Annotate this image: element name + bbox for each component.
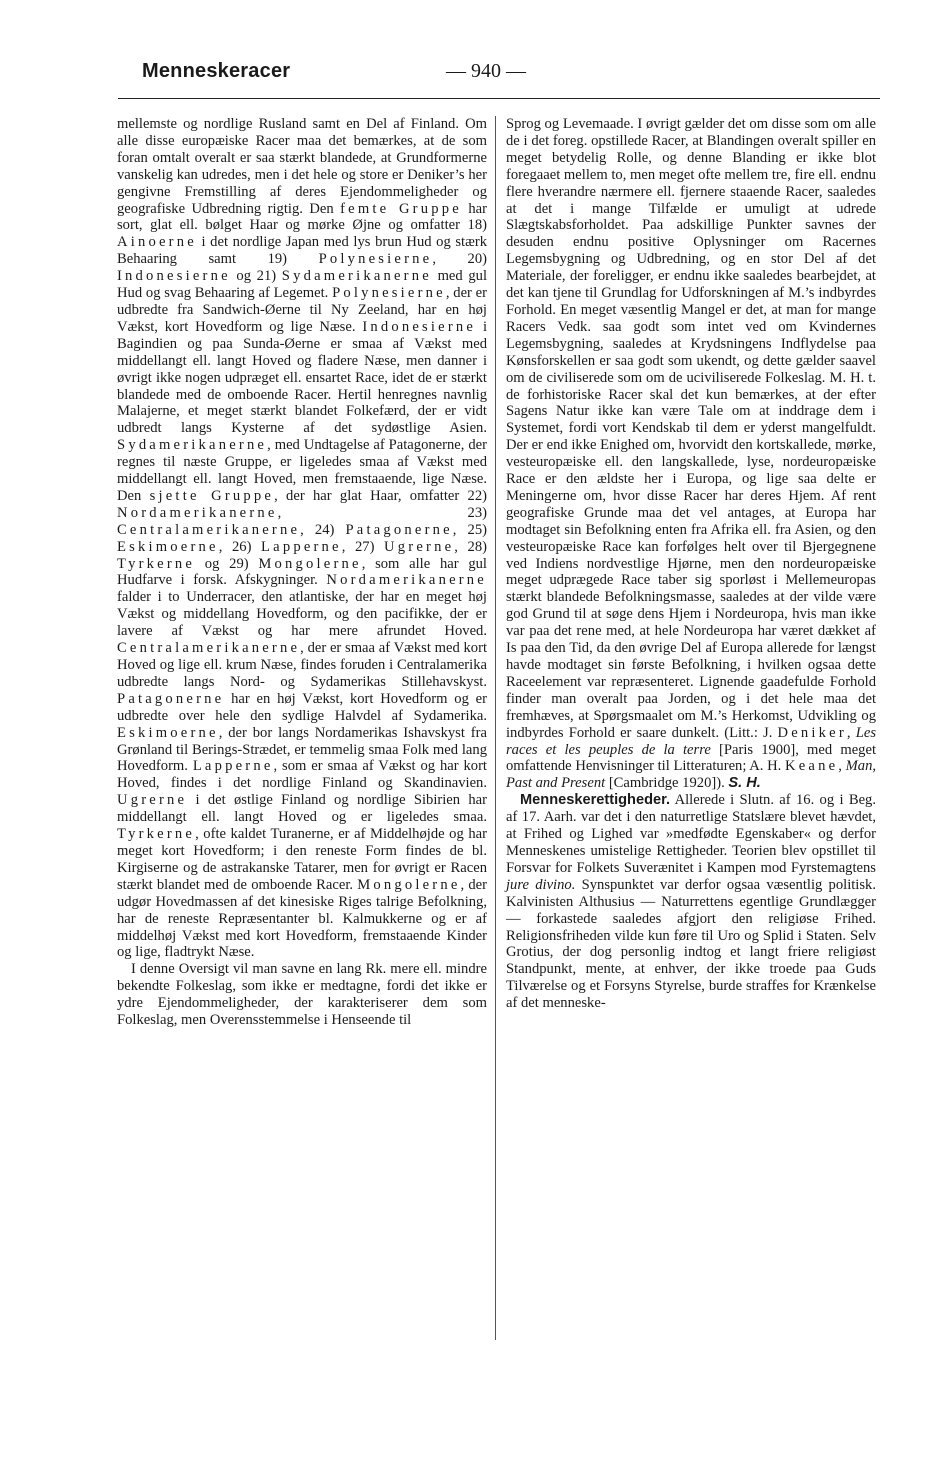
left-paragraph-2: I denne Oversigt vil man savne en lang Rk. mere ell. mindre bekendte Folkeslag, som ikke er medtagne, fordi det ikke er ydre Ejendommeligheder, der karakteriserer dem som Folkeslag, men Overensstemmelse i Henseende til — [117, 961, 487, 1029]
entry-heading: Menneskerettigheder. — [520, 792, 671, 809]
page-number: — 940 — — [446, 60, 526, 82]
column-divider — [495, 116, 496, 1340]
header-rule — [118, 98, 880, 99]
right-paragraph-1: Sprog og Levemaade. I øvrigt gælder det om disse som om alle de i det foreg. opstillede Racer, at Blandingen overalt spiller en meget betydelig Rolle, og denne Blanding er ikke blot foregaaet mellem to, men meget ofte mellem tre, fire ell. endnu flere hverandre nærmere ell. fjernere staaende Racer, saaledes at det i mange Tilfælde er umuligt at udrede Slægtskabsforholdet. Paa adskillige Punkter savnes der desuden endnu positive Oplysninger om Racernes Legemsbygning og Udbredning, og en stor Del af det Materiale, der foreligger, er endnu ikke saaledes bearbejdet, at det kan tjene til Grundlag for Udforskningen af M.’s indbyrdes Forhold. En meget væsentlig Mangel er det, at man for mange Racers Vedk. saa godt som intet ved om Kvindernes Legemsbygning, saaledes at Krydsningens Indflydelse paa Kønsforskellen er saa godt som ukendt, og dette gælder saavel om de civiliserede som om de uciviliserede Folkeslag. M. H. t. de forhistoriske Racer skal det kun bemærkes, at der efter Sagens Natur ikke kan være Tale om at inddrage dem i Systemet, fordi vort Kendskab til dem er yderst mangelfuldt. Der er end ikke Enighed om, hvorvidt den kortskallede, mørke, vesteuropæiske ell. den langskallede, lyse, nordeuropæiske Race er den ældste her i Europa, og lige saa delte er Meningerne om, hvor disse Racer har deres Hjem. Af rent geografiske Grunde maa det vel antages, at Europa har modtaget sin Befolkning enten fra Afrika ell. fra Asien, og den vesteuropæiske Race kan forfølges helt over til Bjergegnene ved Indiens nordvestlige Hjørne, men den nordeuropæiske meget udprægede Race taber sig sporløst i Mellemeuropas stærkt blandede Befolkningsmasse, saaledes at der vilde være god Grund til at søge dens Hjem i Nordeuropa, hvis man ikke var paa det rene med, at hele Nordeuropa har været dækket af Is paa den Tid, da den øvrige Del af Europa allerede for længst havde modtaget sin første Befolkning, i hvilken ogsaa dette Raceelement var repræsenteret. Lignende gaadefulde Forhold finder man overalt paa Jorden, og i det hele maa det fremhæves, at Spørgsmaalet om M.’s Herkomst, Udvikling og indbyrdes Forhold er saare dunkelt. (Litt.: J. Deniker, Les races et les peuples de la terre [Paris 1900], med meget omfattende Henvisninger til Litteraturen; A. H. Keane, Man, Past and Present [Cambridge 1920]). S. H. — [506, 116, 877, 792]
left-paragraph-1: mellemste og nordlige Rusland samt en Del af Finland. Om alle disse europæiske Racer maa det bemærkes, at de som foran omtalt overalt er saa stærkt blandede, at Grundformerne vanskelig kan udredes, men i det hele og store er Deniker’s her gengivne Fremstilling af deres Ejendommeligheder og geografiske Udbredning rigtig. Den femte Gruppe har sort, glat ell. bølget Haar og mørke Øjne og omfatter 18) Ainoerne i det nordlige Japan med lys brun Hud og stærk Behaaring samt 19) Polynesierne, 20) Indonesierne og 21) Sydamerikanerne med gul Hud og svag Behaaring af Legemet. Polynesierne, der er udbredte fra Sandwich-Øerne til Ny Zeeland, har en høj Vækst, kort Hovedform og lige Næse. Indonesierne i Bagindien og paa Sunda-Øerne er smaa af Vækst med middellangt ell. langt Hoved og fladere Næse, men danner i øvrigt ikke nogen udpræget ell. ensartet Race, idet de er stærkt blandede med de omboende Racer. Hertil henregnes navnlig Malajerne, et meget stærkt blandet Folkefærd, der er vidt udbredt langs Kysterne af det sydøstlige Asien. Sydamerikanerne, med Undtagelse af Patagonerne, der regnes til næste Gruppe, er ligeledes smaa af Vækst med middellangt ell. langt Hoved, men fremstaaende, lige Næse. Den sjette Gruppe, der har glat Haar, omfatter 22) Nordamerikanerne, 23) Centralamerikanerne, 24) Patagonerne, 25) Eskimoerne, 26) Lapperne, 27) Ugrerne, 28) Tyrkerne og 29) Mongolerne, som alle har gul Hudfarve i forsk. Afskygninger. Nordamerikanerne falder i to Underracer, den atlantiske, der har en meget høj Vækst og middellang Hovedform, og den pacifikke, der er lavere af Vækst og har mere afrundet Hoved. Centralamerikanerne, der er smaa af Vækst med kort Hoved og lige ell. krum Næse, findes foruden i Centralamerika udbredte langs Nord- og Sydamerikas Stillehavskyst. Patagonerne har en høj Vækst, kort Hovedform og er udbredte over hele den sydlige Halvdel af Sydamerika. Eskimoerne, der bor langs Nordamerikas Ishavskyst fra Grønland til Berings-Strædet, er temmelig smaa Folk med lang Hovedform. Lapperne, som er smaa af Vækst og har kort Hoved, findes i det nordlige Finland og Skandinavien. Ugrerne i det østlige Finland og nordlige Sibirien har middellangt ell. langt Hoved og er ligeledes smaa. Tyrkerne, ofte kaldet Turanerne, er af Middelhøjde og har meget kort Hovedform; i den reneste Form findes de bl. Kirgiserne og de astrakanske Tatarer, men for øvrigt er Racen stærkt blandet med de omboende Racer. Mongolerne, der udgør Hovedmassen af det kinesiske Riges talrige Befolkning, har de reneste Repræsentanter bl. Kalmukkerne og er af middelhøj Vækst med kort Hovedform, fremstaaende Kinder og lige, fladtrykt Næse. — [117, 116, 488, 961]
right-paragraph-2: Menneskerettigheder. Allerede i Slutn. af 16. og i Beg. af 17. Aarh. var det i den naturretlige Statslære blevet hævdet, at Frihed og Lighed var »medfødte Egenskaber« og derfor Menneskenes umistelige Rettigheder. Teorien blev opstillet til Forsvar for Folkets Suverænitet i Kampen mod Fyrstemagtens jure divino. Synspunktet var derfor ogsaa væsentlig politisk. Kalvinisten Althusius — Naturrettens egentlige Grundlægger — forkastede saaledes afgjort den religiøse Frihed. Religionsfriheden vilde kun føre til Uro og Splid i Staten. Selv Grotius, der dog personlig indtog et langt friere religiøst Standpunkt, mente, at enhver, der ikke troede paa Guds Tilværelse og et Forsyns Styrelse, burde straffes for Krænkelse af det menneske- — [506, 792, 876, 1012]
page-header — [118, 60, 878, 90]
left-column — [117, 116, 487, 1029]
right-column — [506, 116, 876, 1012]
running-title: Menneskeracer — [142, 60, 291, 82]
